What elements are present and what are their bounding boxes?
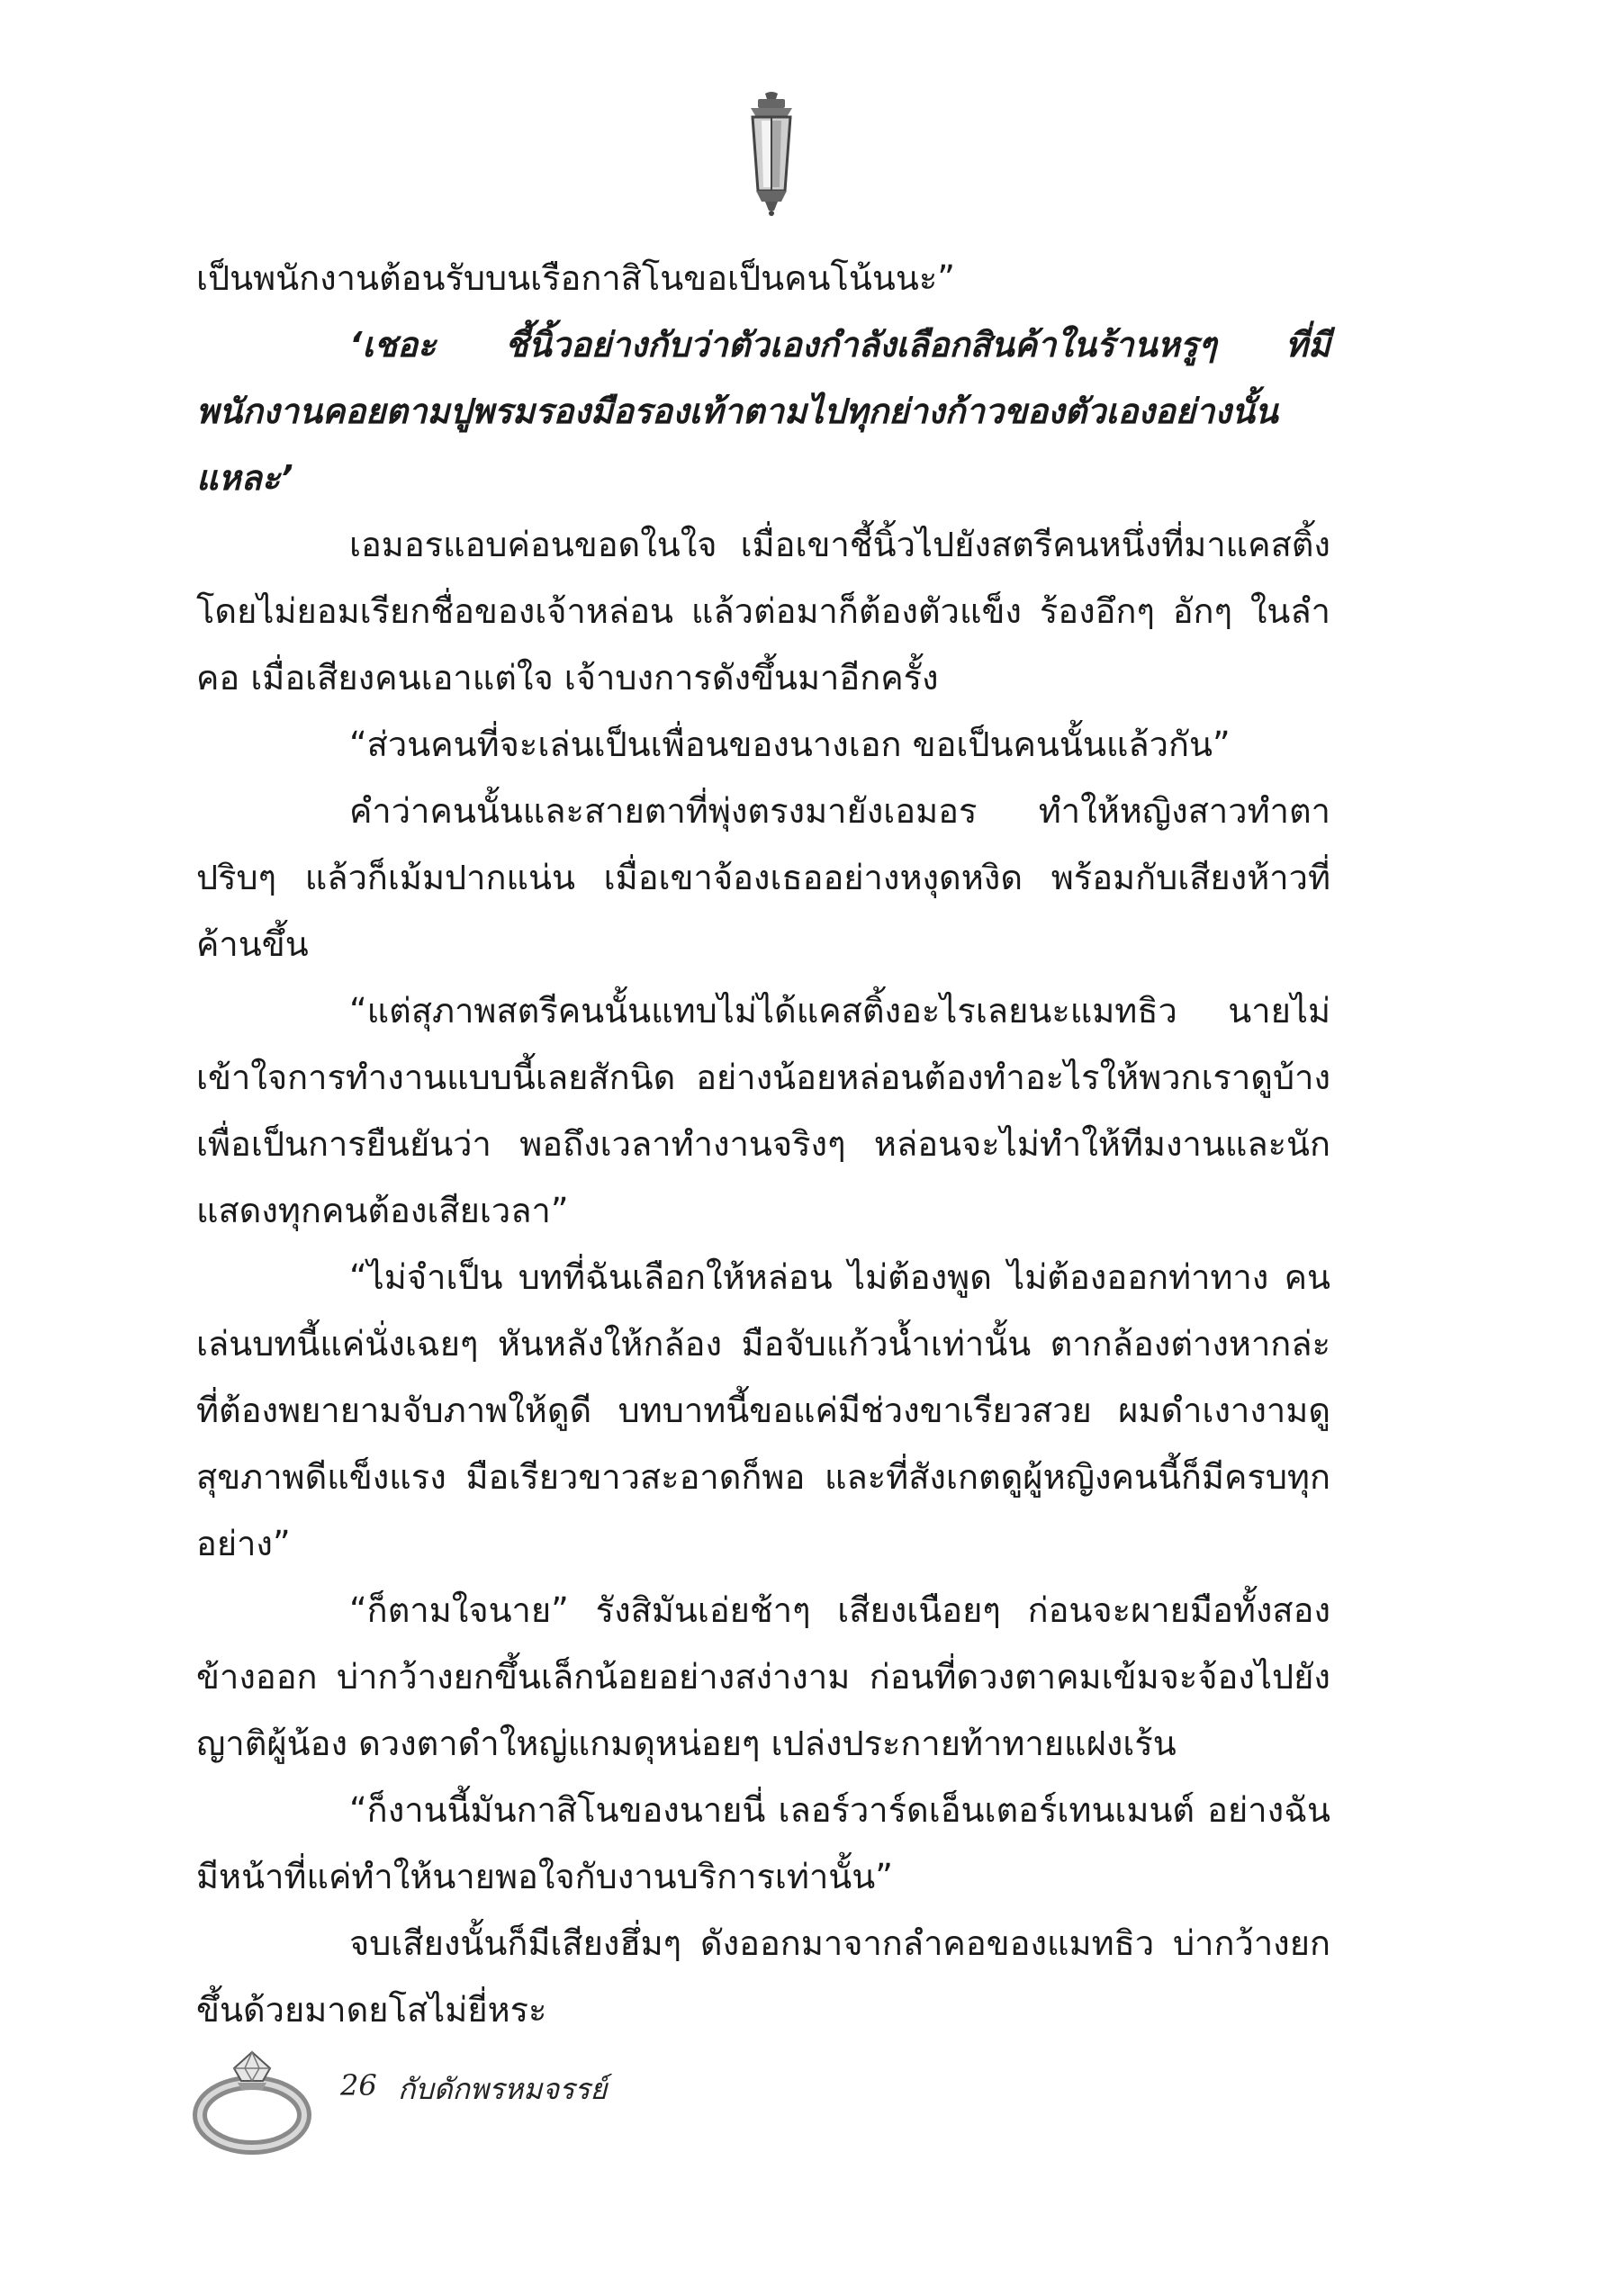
paragraph: เป็นพนักงานต้อนรับบนเรือกาสิโนขอเป็นคนโน้นนะ”	[196, 258, 955, 298]
paragraph: “แต่สุภาพสตรีคนนั้นแทบไม่ได้แคสติ้งอะไรเลยนะแมทธิว นายไม่เข้าใจการทำงานแบบนี้เลยสักนิด อย่างน้อยหล่อนต้องทำอะไรให้พวกเราดูบ้าง เพื่อเป็นการยืนยันว่า พอถึงเวลาทำงานจริงๆ หล่อนจะไม่ทำให้ทีมงานและนักแสดงทุกคนต้องเสียเวลา”	[196, 991, 1330, 1230]
book-title: กับดักพรหมจรรย์	[398, 2072, 608, 2106]
paragraph: จบเสียงนั้นก็มีเสียงฮึ่มๆ ดังออกมาจากลำคอของแมทธิว บ่ากว้างยกขึ้นด้วยมาดยโสไม่ยี่หระ	[196, 1923, 1330, 2030]
page-footer	[189, 2025, 819, 2160]
body-text	[196, 245, 1330, 2043]
paragraph: คำว่าคนนั้นและสายตาที่พุ่งตรงมายังเอมอร ทำให้หญิงสาวทำตาปริบๆ แล้วก็เม้มปากแน่น เมื่อเขาจ้องเธออย่างหงุดหงิด พร้อมกับเสียงห้าวที่ค้านขึ้น	[196, 791, 1330, 964]
paragraph: เอมอรแอบค่อนขอดในใจ เมื่อเขาชี้นิ้วไปยังสตรีคนหนึ่งที่มาแคสติ้ง โดยไม่ยอมเรียกชื่อของเจ้าหล่อน แล้วต่อมาก็ต้องตัวแข็ง ร้องอึกๆ อักๆ ในลำคอ เมื่อเสียงคนเอาแต่ใจ เจ้าบงการดังขึ้นมาอีกครั้ง	[196, 525, 1330, 698]
paragraph: “ก็ตามใจนาย” รังสิมันเอ่ยช้าๆ เสียงเนือยๆ ก่อนจะผายมือทั้งสองข้างออก บ่ากว้างยกขึ้นเล็กน้อยอย่างสง่างาม ก่อนที่ดวงตาคมเข้มจะจ้องไปยังญาติผู้น้อง ดวงตาดำใหญ่แกมดุหน่อยๆ เปล่งประกายท้าทายแฝงเร้น	[196, 1590, 1330, 1763]
paragraph: “ส่วนคนที่จะเล่นเป็นเพื่อนของนางเอก ขอเป็นคนนั้นแล้วกัน”	[349, 725, 1231, 764]
diamond-ring-icon	[189, 2025, 324, 2160]
paragraph: “ก็งานนี้มันกาสิโนของนายนี่ เลอร์วาร์ดเอ็นเตอร์เทนเมนต์ อย่างฉันมีหน้าที่แค่ทำให้นายพอใจกับงานบริการเท่านั้น”	[196, 1790, 1330, 1896]
page-number: 26	[340, 2068, 377, 2102]
paragraph: ‘เชอะ ชี้นิ้วอย่างกับว่าตัวเองกำลังเลือกสินค้าในร้านหรูๆ ที่มีพนักงานคอยตามปูพรมรองมือรองเท้าตามไปทุกย่างก้าวของตัวเองอย่างนั้นแหละ’	[196, 325, 1330, 498]
paragraph: “ไม่จำเป็น บทที่ฉันเลือกให้หล่อน ไม่ต้องพูด ไม่ต้องออกท่าทาง คนเล่นบทนี้แค่นั่งเฉยๆ หันหลังให้กล้อง มือจับแก้วน้ำเท่านั้น ตากล้องต่างหากล่ะ ที่ต้องพยายามจับภาพให้ดูดี บทบาทนี้ขอแค่มีช่วงขาเรียวสวย ผมดำเงางามดูสุขภาพดีแข็งแรง มือเรียวขาวสะอาดก็พอ และที่สังเกตดูผู้หญิงคนนี้ก็มีครบทุกอย่าง”	[196, 1257, 1330, 1563]
lantern-icon	[731, 90, 812, 216]
